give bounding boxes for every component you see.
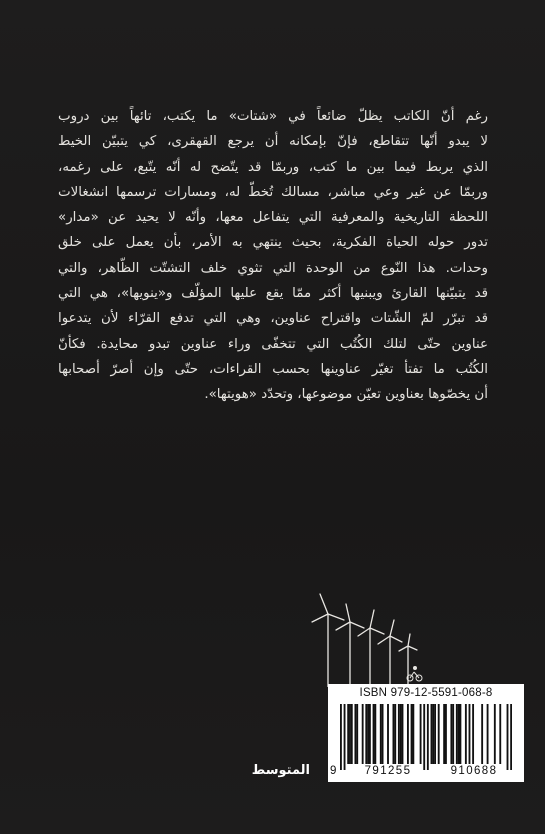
barcode-bar: [499, 704, 501, 764]
barcode-bar: [402, 704, 404, 764]
barcode-bar: [481, 704, 483, 764]
barcode-bar: [456, 704, 458, 764]
isbn-label: ISBN 979-12-5591-068-8: [359, 687, 493, 699]
blurb-line: أن يخصّوها بعناوين تعيّن موضوعها، وتحدّد «هويتها».: [204, 387, 488, 403]
barcode-bar: [420, 704, 422, 764]
publisher-logo: [244, 763, 310, 789]
blurb-paragraph: [58, 104, 488, 408]
publisher-name: المتوسط: [251, 763, 310, 778]
barcode-bar: [340, 704, 342, 770]
barcode-bar: [427, 704, 429, 770]
barcode-bar: [400, 704, 402, 764]
barcode-bar: [380, 704, 382, 764]
blurb-line: الكُتُب ما تفتأ تغيّر عناوينها بحسب القراءات، حتّى وإن أصرّ أصحابها: [58, 361, 488, 377]
barcode-bar: [452, 704, 454, 764]
barcode-bar: [465, 704, 467, 764]
barcode-bar: [445, 704, 447, 764]
blurb-line: قد يتبيّنها القارئ ويبنيها أكثر ممّا يقع عليها المؤلّف و«ينويها»، هي التي: [58, 286, 488, 302]
barcode-bar: [349, 704, 351, 764]
barcode-bar: [393, 704, 395, 764]
barcode-bar: [450, 704, 452, 764]
barcode-bars: [340, 704, 512, 774]
barcode-bar: [374, 704, 376, 764]
barcode-bar: [398, 704, 400, 764]
barcode-bar: [394, 704, 396, 764]
barcode-bar: [469, 704, 471, 764]
blurb-line: عناوين حتّى لتلك الكُتُب التي تتخفّى وراء عناوين تبدو محايدة. فكأنّ: [58, 336, 488, 352]
barcode-bar: [407, 704, 409, 764]
barcode-bar: [362, 704, 364, 764]
barcode-bar: [494, 704, 496, 764]
blurb-line: وربمّا عن غير وعي مباشر، مسالك تُخطّ له، ومسارات ترسمها انشغالات: [58, 184, 488, 200]
barcode-bar: [507, 704, 509, 770]
barcode-digits-left: 791255: [364, 765, 412, 777]
barcode-bar: [382, 704, 384, 764]
barcode-bar: [351, 704, 353, 764]
barcode-bar: [344, 704, 346, 770]
barcode-bar: [369, 704, 371, 764]
barcode-bar: [510, 704, 512, 770]
barcode-bar: [423, 704, 425, 770]
barcode-bar: [459, 704, 461, 764]
barcode-bar: [438, 704, 440, 764]
barcode-digits-right: 910688: [450, 765, 498, 777]
blurb-line: الذي يربط فيما بين ما كتب، وربمّا قد يتّضح له أنّه يتّبع، على رغمه،: [58, 159, 488, 175]
blurb-line: اللحظة التاريخية والمعرفية التي يتفاعل معها، وأنّه لا يحيد عن «مدار»: [58, 210, 488, 226]
barcode-bar: [432, 704, 434, 764]
barcode-bar: [443, 704, 445, 764]
barcode-bar: [411, 704, 413, 764]
barcode-bar: [458, 704, 460, 764]
barcode-bar: [412, 704, 414, 764]
blurb-line: قد تبرّر لمّ الشّتات واقتراح عناوين، وهي التي تدفع القرّاء لأن يتدعوا: [58, 311, 488, 327]
isbn-barcode: [328, 684, 524, 782]
barcode-bar: [354, 704, 356, 764]
barcode-bar: [431, 704, 433, 764]
barcode-bar: [347, 704, 349, 764]
barcode-bar: [356, 704, 358, 764]
barcode-bar: [367, 704, 369, 764]
barcode-bar: [472, 704, 474, 764]
barcode-bar: [373, 704, 375, 764]
barcode-bar: [487, 704, 489, 764]
barcode-bar: [365, 704, 367, 764]
blurb-line: لا يبدو أنّها تتقاطع، فإنّ بإمكانه أن يرجع القهقرى، كي يتبيّن الخيط: [58, 134, 488, 150]
blurb-line: وحدات. هذا النّوع من الوحدة التي تثوي خلف التشتّت الظّاهر، والتي: [58, 260, 488, 276]
blurb-line: رغم أنّ الكاتب يظلّ ضائعاً في «شتات» ما يكتب، تائهاً بين دروب: [58, 109, 488, 124]
blurb-line: تدور حوله الحياة الفكرية، بحيث ينتهي به الأمر، بأن يعمل على خلق: [58, 235, 488, 251]
wind-turbines-icon: [298, 592, 428, 687]
barcode-digit-first: 9: [330, 765, 337, 777]
barcode-bar: [387, 704, 389, 764]
barcode-bar: [434, 704, 436, 764]
